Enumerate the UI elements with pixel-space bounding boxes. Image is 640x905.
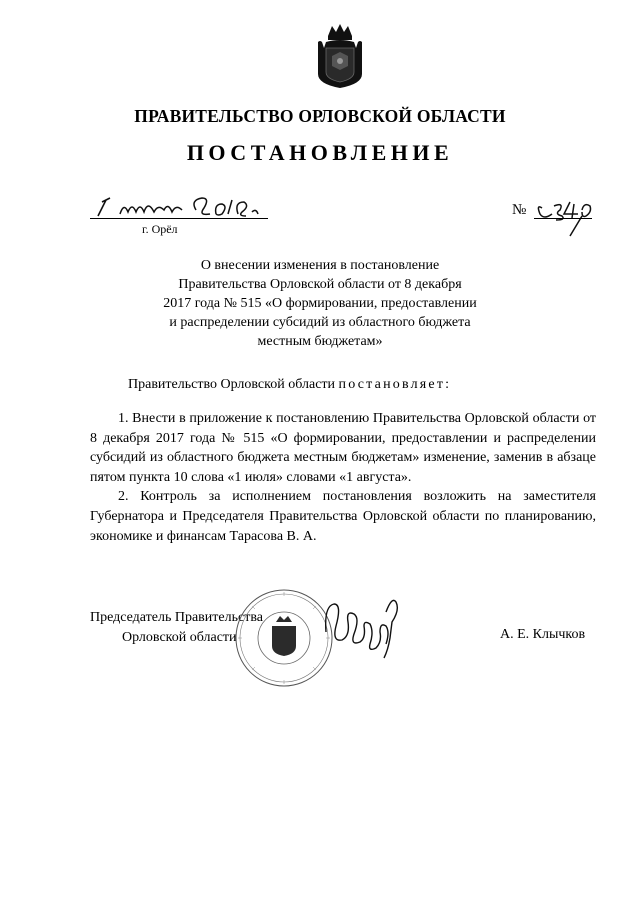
body-paragraph: 2. Контроль за исполнением постановления возложить на заместителя Губернатора и Председателя Правительства Орловской области по планированию, экономике и финансам Тарасова В. А. xyxy=(90,489,596,544)
document-body xyxy=(90,409,596,546)
signer-position-line: Орловской области xyxy=(122,630,237,645)
subject-line: местным бюджетам» xyxy=(257,334,383,349)
government-title: ПРАВИТЕЛЬСТВО ОРЛОВСКОЙ ОБЛАСТИ xyxy=(134,106,506,126)
preamble-verb: постановляет: xyxy=(338,377,452,392)
number-sign: № xyxy=(512,202,527,218)
number-underline xyxy=(534,218,592,219)
signer-name: А. Е. Клычков xyxy=(500,627,586,642)
subject-line: О внесении изменения в постановление xyxy=(200,258,440,273)
preamble-text: Правительство Орловской области xyxy=(128,377,339,392)
coat-of-arms-icon xyxy=(314,22,366,90)
subject-line: 2017 года № 515 «О формировании, предоставлении xyxy=(163,296,477,311)
subject-line: и распределении субсидий из областного бюджета xyxy=(169,315,471,330)
document-type-title: ПОСТАНОВЛЕНИЕ xyxy=(186,140,454,165)
document-subject xyxy=(130,256,510,351)
handwritten-date xyxy=(92,190,272,226)
body-paragraph: 1. Внести в приложение к постановлению Правительства Орловской области от 8 декабря 2017 года № 515 «О формировании, предоставлении и распределении субсидий из областного бюджета местным бюджетам» изменение, заменив в абзаце пятом пункта 10 слова «1 июля» словами «1 августа». xyxy=(90,411,596,485)
date-underline xyxy=(90,218,268,219)
subject-line: Правительства Орловской области от 8 декабря xyxy=(178,277,462,292)
preamble xyxy=(128,377,451,393)
handwritten-signature xyxy=(320,592,410,664)
city-label: г. Орёл xyxy=(142,222,178,236)
signer-position-line: Председатель Правительства xyxy=(90,610,263,625)
